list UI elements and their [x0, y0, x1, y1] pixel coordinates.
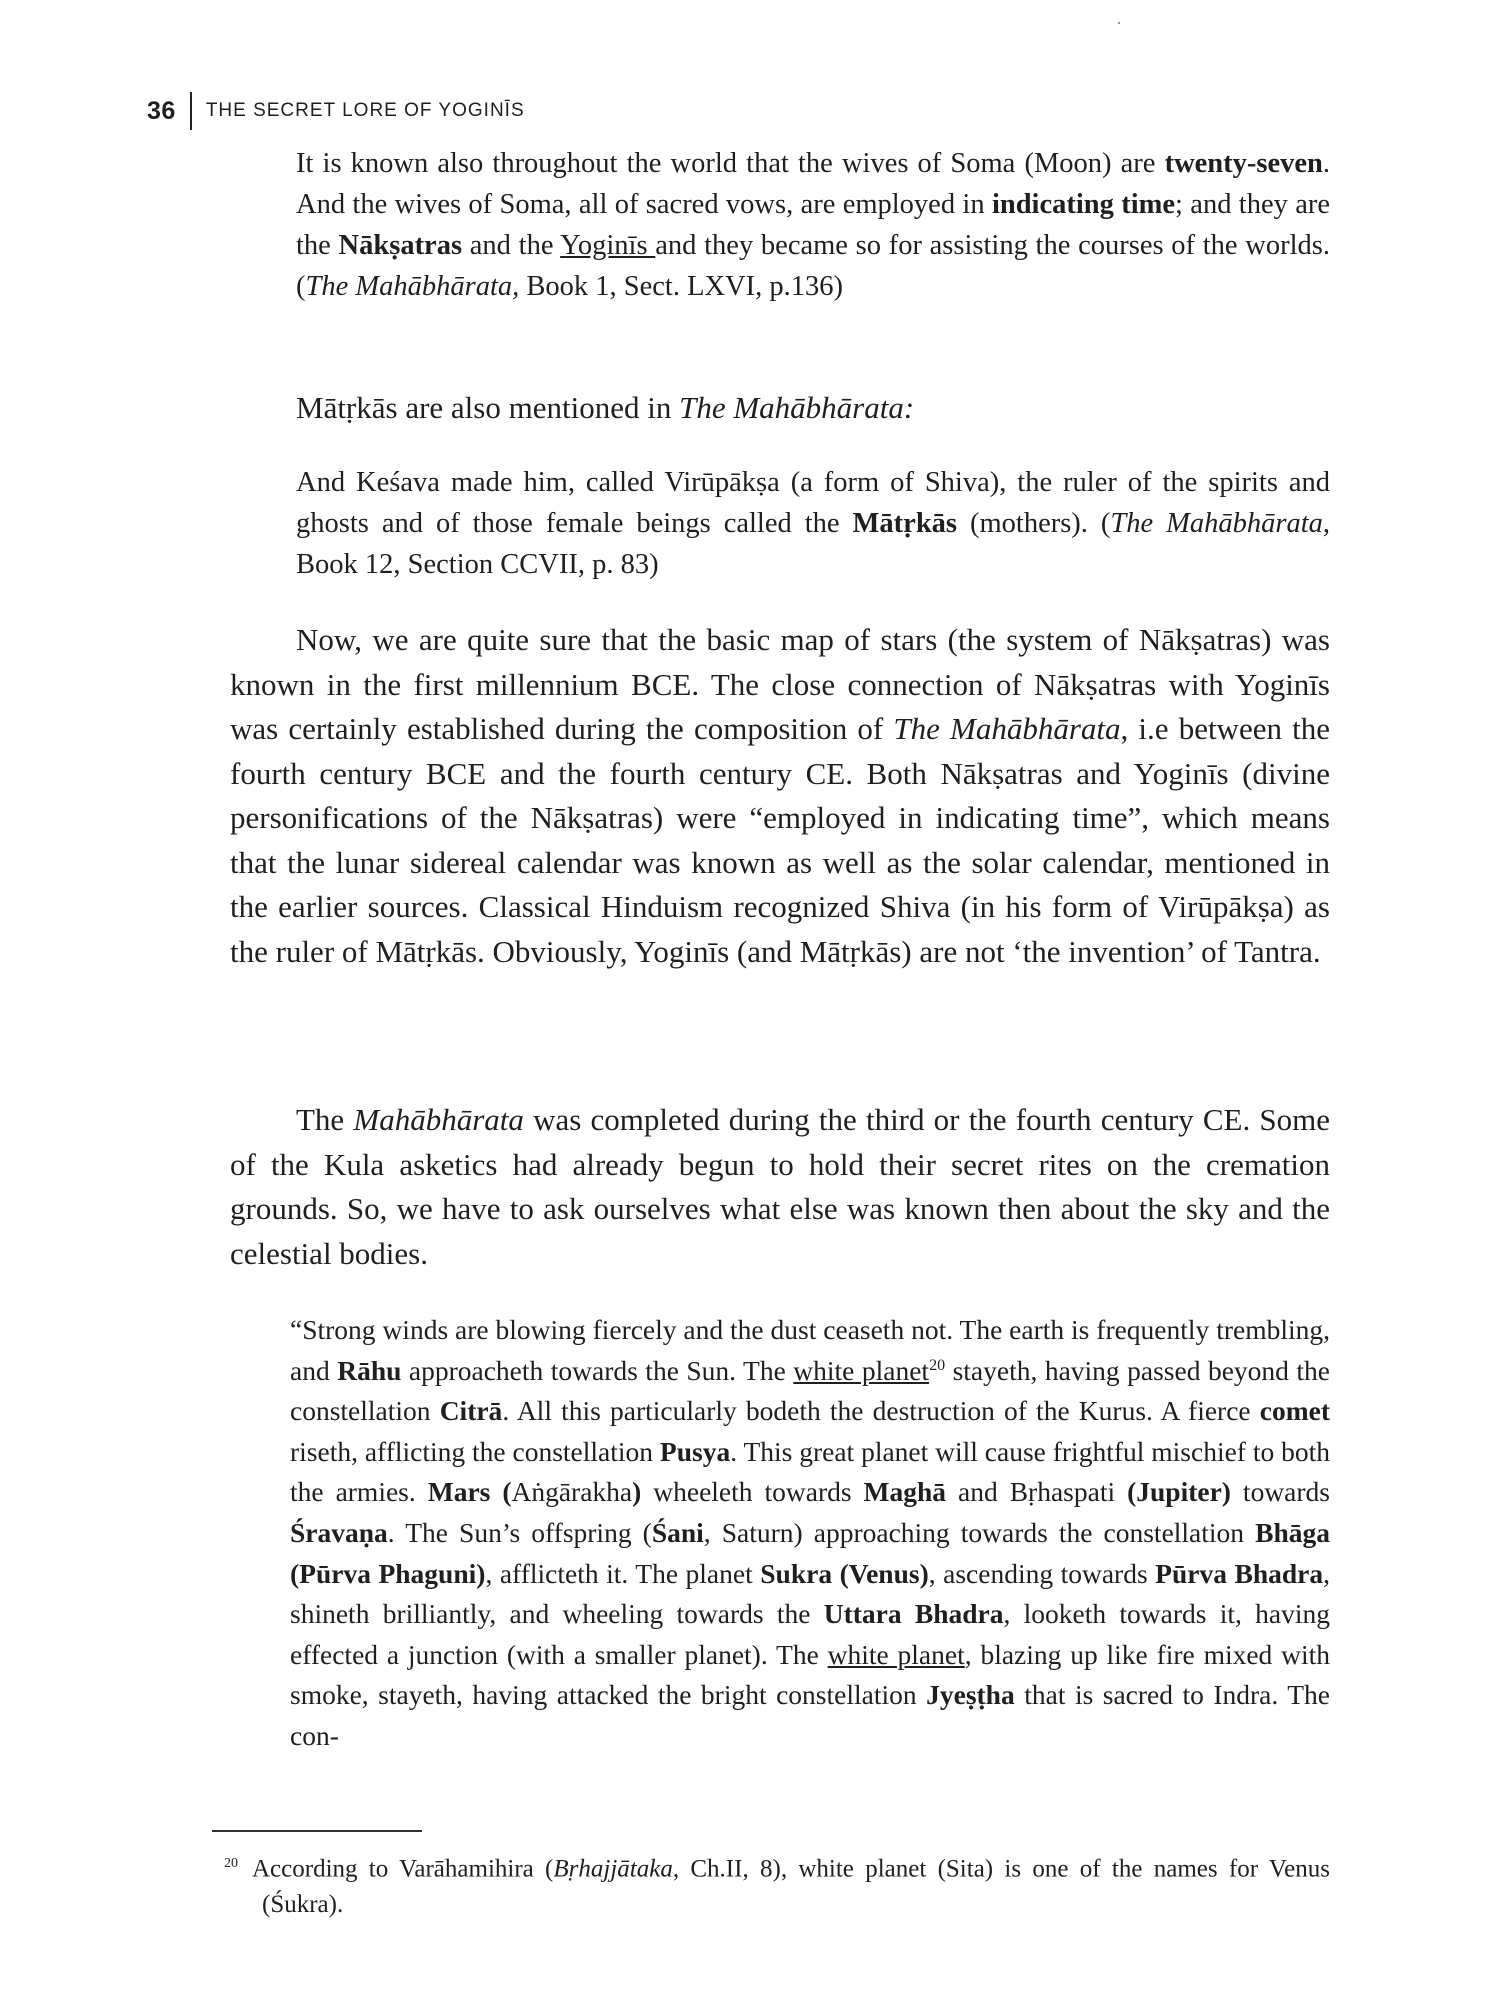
- body-paragraph-kula-asketics: The Mahābhārata was completed during the third or the fourth century CE. Some of the Kula asketics had already begun to hold their secret rites on the cremation grounds. So, we have to ask ourselves what else was known then about the sky and the celestial bodies.: [230, 1102, 1330, 1271]
- bold-term: Maghā: [863, 1476, 947, 1508]
- running-title: THE SECRET LORE OF YOGINĪS: [205, 100, 525, 121]
- footnote-separator: [212, 1830, 422, 1832]
- block-quote-mahabharata-book1: It is known also throughout the world that the wives of Soma (Moon) are twenty-seven. And the wives of Soma, all of sacred vows, are employed in indicating time; and they are the Nākṣatras and the Yoginīs and they became so for assisting the courses of the worlds. (The Mahābhārata, Book 1, Sect. LXVI, p.136): [296, 148, 1330, 302]
- body-paragraph-naksatras: Now, we are quite sure that the basic map of stars (the system of Nākṣatras) was known in the first millennium BCE. The close connection of Nākṣatras with Yoginīs was certainly established during the composition of The Mahābhārata, i.e between the fourth century BCE and the fourth century CE. Both Nākṣatras and Yoginīs (divine personifications of the Nākṣatras) were “employed in indicating time”, which means that the lunar sidereal calendar was known as well as the solar calendar, mentioned in the earlier sources. Classical Hinduism recognized Shiva (in his form of Virūpākṣa) as the ruler of Mātṛkās. Obviously, Yoginīs (and Mātṛkās) are not ‘the invention’ of Tantra.: [230, 622, 1330, 969]
- italic-title: The Mahābhārata: [1110, 508, 1323, 539]
- italic-title: Bṛhajjātaka: [553, 1855, 673, 1883]
- bold-term: comet: [1259, 1395, 1330, 1427]
- bold-term: Citrā: [439, 1395, 503, 1427]
- footnote-reference: 20: [929, 1356, 946, 1374]
- bold-term: twenty-seven: [1164, 148, 1323, 179]
- italic-title: Mahābhārata: [353, 1102, 524, 1137]
- page-number: 36: [147, 96, 176, 125]
- block-quote-omens: “Strong winds are blowing fiercely and the dust ceaseth not. The earth is frequently trembling, and Rāhu approacheth towards the Sun. The white planet$^{20}$ stayeth, having passed beyond the constellation Citrā. All this particularly bodeth the destruction of the Kurus. A fierce comet riseth, afflicting the constellation Pusya. This great planet will cause frightful mischief to both the armies. Mars (Aṅgārakha) wheeleth towards Maghā and Bṛhaspati (Jupiter) towards Śravaṇa. The Sun’s offspring (Śani, Saturn) approaching towards the constellation Bhāga (Pūrva Phaguni), afflicteth it. The planet Sukra (Venus), ascending towards Pūrva Bhadra, shineth brilliantly, and wheeling towards the Uttara Bhadra, looketh towards it, having effected a junction (with a smaller planet). The white planet, blazing up like fire mixed with smoke, stayeth, having attacked the bright constellation Jyeṣṭha that is sacred to Indra. The con-: [290, 1314, 1331, 1751]
- bold-term: ): [632, 1476, 642, 1508]
- bold-term: Jyeṣṭha: [926, 1679, 1015, 1711]
- bold-term: (Jupiter): [1127, 1476, 1231, 1508]
- italic-title: The Mahābhārata: [893, 711, 1121, 746]
- bold-term: indicating time: [991, 189, 1176, 220]
- intro-line-matrkas: Mātṛkās are also mentioned in The Mahābhārata:: [296, 390, 915, 425]
- bold-term: Mars (: [427, 1476, 512, 1508]
- scan-mark: [1118, 22, 1120, 24]
- italic-title: The Mahābhārata:: [679, 390, 915, 425]
- bold-term: Uttara Bhadra: [823, 1598, 1004, 1630]
- running-header: [147, 92, 525, 130]
- bold-term: Pūrva Bhadra: [1155, 1557, 1324, 1589]
- bold-term: Bhāga (Pūrva Phaguni): [290, 1516, 1331, 1589]
- bold-term: Sukra (Venus): [760, 1557, 929, 1589]
- underlined-term: white planet: [793, 1354, 930, 1386]
- underlined-term: white planet: [827, 1638, 965, 1670]
- header-divider: [190, 92, 192, 130]
- bold-term: Pusya: [659, 1435, 731, 1467]
- footnote-mark: 20: [224, 1856, 238, 1871]
- bold-term: Śani: [651, 1516, 704, 1548]
- underlined-term: Yoginīs: [560, 230, 656, 261]
- bold-term: Śravaṇa: [290, 1516, 388, 1548]
- italic-title: The Mahābhārata,: [305, 271, 520, 302]
- bold-term: Rāhu: [337, 1354, 402, 1386]
- footnote-20: $^{20}$ According to Varāhamihira (Bṛhajjātaka, Ch.II, 8), white planet (Sita) is one of the names for Venus (Śukra).: [224, 1855, 1330, 1919]
- bold-term: Mātṛkās: [852, 508, 958, 539]
- bold-term: Nākṣatras: [338, 230, 463, 261]
- block-quote-mahabharata-book12: And Keśava made him, called Virūpākṣa (a form of Shiva), the ruler of the spirits and ghosts and of those female beings called the Mātṛkās (mothers). (The Mahābhārata, Book 12, Section CCVII, p. 83): [296, 467, 1330, 580]
